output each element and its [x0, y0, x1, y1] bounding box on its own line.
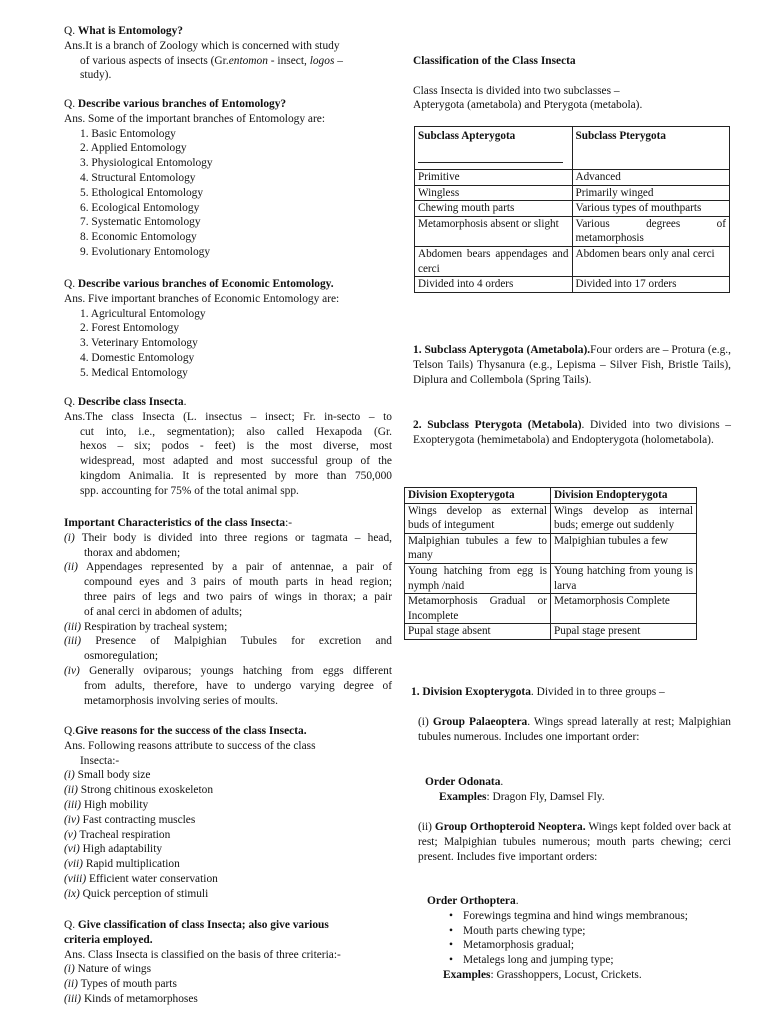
question-what-is-entomology: Q. What is Entomology? Ans.It is a branch of Zoology which is concerned with study of various aspects of insects (Gr.entomon - insect, logos – study). — [64, 25, 343, 82]
list-item: (iii) High mobility — [64, 798, 149, 811]
characteristic-line: osmoregulation; — [84, 650, 159, 663]
table-cell: Malpighian tubules a few to many — [405, 533, 551, 563]
list-item: 7. Systematic Entomology — [80, 216, 201, 229]
list-item: (i) Small body size — [64, 769, 151, 782]
list-item: 4. Domestic Entomology — [80, 351, 195, 364]
table-cell: Young hatching from egg is nymph /naid — [405, 563, 551, 593]
list-item: 6. Ecological Entomology — [80, 201, 200, 214]
list-item: (iv) Fast contracting muscles — [64, 813, 196, 826]
list-item: 2. Forest Entomology — [80, 322, 180, 335]
table-row — [405, 594, 697, 624]
text-line: widespread, most adapted and most successful group of the — [80, 455, 392, 468]
table-cell: Pupal stage present — [551, 624, 697, 640]
classification-intro-1: Class Insecta is divided into two subclasses – — [413, 85, 620, 97]
list-item: 1. Agricultural Entomology — [80, 307, 206, 320]
table-cell: Primitive — [415, 170, 573, 186]
characteristic-line: thorax and abdomen; — [84, 546, 181, 559]
characteristic-line: from adults, therefore, have to undergo varying degree of — [84, 679, 392, 692]
question-classification: Q. Give classification of class Insecta; also give various criteria employed. Ans. Class Insecta is classified on the basis of three criteria:- (i) Nature of wings (ii) Types of mouth parts (iii) Kinds of metamorphoses — [64, 918, 392, 1007]
question-economic-branches: Q. Describe various branches of Economic Entomology. Ans. Five important branches of Economic Entomology are: 1. Agricultural Entomology 2. Forest Entomology 3. Veterinary Entomology 4. Domestic Entomology 5. Medical Entomology — [64, 277, 392, 381]
table-row — [405, 624, 697, 640]
bullet-item: • Mouth parts chewing type; — [427, 924, 732, 939]
table-row — [415, 216, 730, 246]
list-item: (iii) Kinds of metamorphoses — [64, 992, 198, 1005]
table-cell: Abdomen bears only anal cerci — [572, 246, 730, 276]
text-line: Ans.The class Insecta (L. insectus – insect; Fr. in-secto – to — [64, 410, 392, 423]
list-item: 5. Medical Entomology — [80, 366, 188, 379]
table-header-row — [415, 127, 730, 170]
list-item: 3. Physiological Entomology — [80, 157, 213, 170]
table-cell: Various degrees of metamorphosis — [572, 216, 730, 246]
bullet-item: • Forewings tegmina and hind wings membranous; — [427, 909, 732, 924]
table-cell: Advanced — [572, 170, 730, 186]
table-header-cell: Division Exopterygota — [405, 488, 551, 504]
text-line: hexos – six; podos - feet) is the most diverse, most — [80, 440, 392, 453]
table-cell: Divided into 17 orders — [572, 277, 730, 293]
list-item: (ii) Strong chitinous exoskeleton — [64, 784, 214, 797]
characteristic-line: (ii) Appendages represented by a pair of antennae, a pair of — [64, 561, 392, 574]
table-row — [415, 170, 730, 186]
characteristic-line: (iii) Respiration by tracheal system; — [64, 620, 228, 633]
list-item: (v) Tracheal respiration — [64, 828, 171, 841]
table-cell: Pupal stage absent — [405, 624, 551, 640]
table-cell: Divided into 4 orders — [415, 277, 573, 293]
order-odonata: Order Odonata. Examples: Dragon Fly, Damsel Fly. — [425, 776, 605, 803]
table-row — [405, 563, 697, 593]
table-cell: Wingless — [415, 185, 573, 201]
table-cell: Primarily winged — [572, 185, 730, 201]
subclass-pterygota-paragraph: 2. Subclass Pterygota (Metabola). Divided into two divisions – Exopterygota (hemimetabola) and Endopterygota (holometabola). — [413, 419, 731, 446]
division-exopterygota-heading: 1. Division Exopterygota. Divided in to three groups – — [411, 686, 665, 698]
table-cell: Young hatching from young is larva — [551, 563, 697, 593]
bullet-item: • Metalegs long and jumping type; — [427, 953, 732, 968]
subclass-apterygota-paragraph: 1. Subclass Apterygota (Ametabola).Four orders are – Protura (e.g., Telson Tails) Thysanura (e.g., Lepisma – Silver Fish, Bristle Tails), Diplura and Collembola (Spring Tails). — [413, 344, 731, 386]
table-row — [415, 246, 730, 276]
list-item: 8. Economic Entomology — [80, 231, 197, 244]
subclass-table — [414, 126, 730, 293]
table-cell: Chewing mouth parts — [415, 201, 573, 217]
table-row — [415, 201, 730, 217]
order-orthoptera: Order Orthoptera. • Forewings tegmina and hind wings membranous; • Mouth parts chewing type; • Metamorphosis gradual; • Metalegs long and jumping type; Examples: Grasshoppers, Locust, Crickets. — [427, 894, 732, 983]
table-cell: Malpighian tubules a few — [551, 533, 697, 563]
list-item: 3. Veterinary Entomology — [80, 337, 198, 350]
table-cell: Wings develop as external buds of integument — [405, 503, 551, 533]
characteristic-line: of anal cerci in abdomen of adults; — [84, 605, 243, 618]
table-header-cell: Subclass Apterygota — [415, 127, 573, 170]
characteristic-line: three pairs of legs and two pairs of wings in thorax; a pair — [84, 590, 392, 603]
characteristic-line: compound eyes and 3 pairs of mouth parts in head region; — [84, 576, 392, 589]
list-item: 4. Structural Entomology — [80, 171, 196, 184]
roman-numeral: (iii) — [64, 635, 82, 648]
list-item: (vii) Rapid multiplication — [64, 858, 180, 871]
table-row — [405, 533, 697, 563]
list-item: 9. Evolutionary Entomology — [80, 245, 211, 258]
characteristic-line: (i) Their body is divided into three regions or tagmata – head, — [64, 531, 392, 544]
list-item: (ii) Types of mouth parts — [64, 978, 177, 991]
list-item: (vi) High adaptability — [64, 843, 163, 856]
roman-numeral: (iv) — [64, 664, 80, 677]
table-row — [405, 503, 697, 533]
question-class-insecta: Q. Describe class Insecta. Ans.The class Insecta (L. insectus – insect; Fr. in-secto – to cut into, i.e., segmentation); also called Hexapoda (Gr. hexos – six; podos - feet) is the most diverse, most widespread, most adapted and most successful group of the kingdom Animalia. It is represented by more than 750,000 spp. accounting for 75% of the total animal spp. — [64, 396, 392, 497]
classification-title: Classification of the Class Insecta — [413, 55, 576, 67]
roman-numeral: (i) — [64, 531, 75, 544]
list-item: (ix) Quick perception of stimuli — [64, 887, 209, 900]
list-item: 1. Basic Entomology — [80, 127, 176, 140]
important-characteristics: Important Characteristics of the class Insecta:- (i) Their body is divided into three regions or tagmata – head, thorax and abdomen; (ii) Appendages represented by a pair of antennae, a pair of compound eyes and 3 pairs of mouth parts in head region; three pairs of legs and two pairs of wings in thorax; a pair of anal cerci in abdomen of adults; (iii) Respiration by tracheal system; (iii) Presence of Malpighian Tubules for excretion and osmoregulation; (iv) Generally oviparous; youngs hatching from eggs different from adults, therefore, have to undergo varying degree of metamorphosis involving series of moults. — [64, 517, 392, 707]
list-item: 5. Ethological Entomology — [80, 186, 204, 199]
characteristic-line: (iv) Generally oviparous; youngs hatching from eggs different — [64, 664, 392, 677]
table-cell: Metamorphosis absent or slight — [415, 216, 573, 246]
table-header-cell: Division Endopterygota — [551, 488, 697, 504]
table-cell: Various types of mouthparts — [572, 201, 730, 217]
roman-numeral: (ii) — [64, 561, 78, 574]
table-header-row — [405, 488, 697, 504]
group-orthopteroid-paragraph: (ii) Group Orthopteroid Neoptera. Wings kept folded over back at rest; Malpighian tubules numerous; mouth parts chewing; cerci present. Includes five important orders: — [418, 821, 732, 863]
list-item: (viii) Efficient water conservation — [64, 872, 218, 885]
group-palaeoptera-paragraph: (i) Group Palaeoptera. Wings spread laterally at rest; Malpighian tubules numerous. Includes one important order: — [418, 716, 731, 743]
characteristic-line: (iii) Presence of Malpighian Tubules for excretion and — [64, 635, 392, 648]
characteristic-line: metamorphosis involving series of moults. — [84, 694, 278, 707]
table-cell: Abdomen bears appendages and cerci — [415, 246, 573, 276]
list-item: 2. Applied Entomology — [80, 142, 187, 155]
text-line: kingdom Animalia. It is represented by more than 750,000 — [80, 469, 392, 482]
classification-intro-2: Apterygota (ametabola) and Pterygota (metabola). — [413, 99, 643, 111]
table-row — [415, 277, 730, 293]
text-line: cut into, i.e., segmentation); also called Hexapoda (Gr. — [80, 425, 392, 438]
table-row — [415, 185, 730, 201]
list-item: (i) Nature of wings — [64, 963, 152, 976]
table-cell: Wings develop as internal buds; emerge out suddenly — [551, 503, 697, 533]
table-cell: Metamorphosis Complete — [551, 594, 697, 624]
roman-numeral: (iii) — [64, 620, 82, 633]
table-header-cell: Subclass Pterygota — [572, 127, 730, 170]
bullet-item: • Metamorphosis gradual; — [427, 938, 732, 953]
question-branches: Q. Describe various branches of Entomology? Ans. Some of the important branches of Entomology are: 1. Basic Entomology 2. Applied Entomology 3. Physiological Entomology 4. Structural Entomology 5. Ethological Entomology 6. Ecological Entomology 7. Systematic Entomology 8. Economic Entomology 9. Evolutionary Entomology — [64, 97, 392, 260]
text-line: spp. accounting for 75% of the total animal spp. — [80, 484, 299, 497]
question-success: Q.Give reasons for the success of the class Insecta. Ans. Following reasons attribute to success of the class Insecta:- (i) Small body size (ii) Strong chitinous exoskeleton (iii) High mobility (iv) Fast contracting muscles (v) Tracheal respiration (vi) High adaptability (vii) Rapid multiplication (viii) Efficient water conservation (ix) Quick perception of stimuli — [64, 724, 392, 902]
division-table — [404, 487, 697, 640]
header-rule — [418, 162, 563, 163]
table-cell: Metamorphosis Gradual or Incomplete — [405, 594, 551, 624]
